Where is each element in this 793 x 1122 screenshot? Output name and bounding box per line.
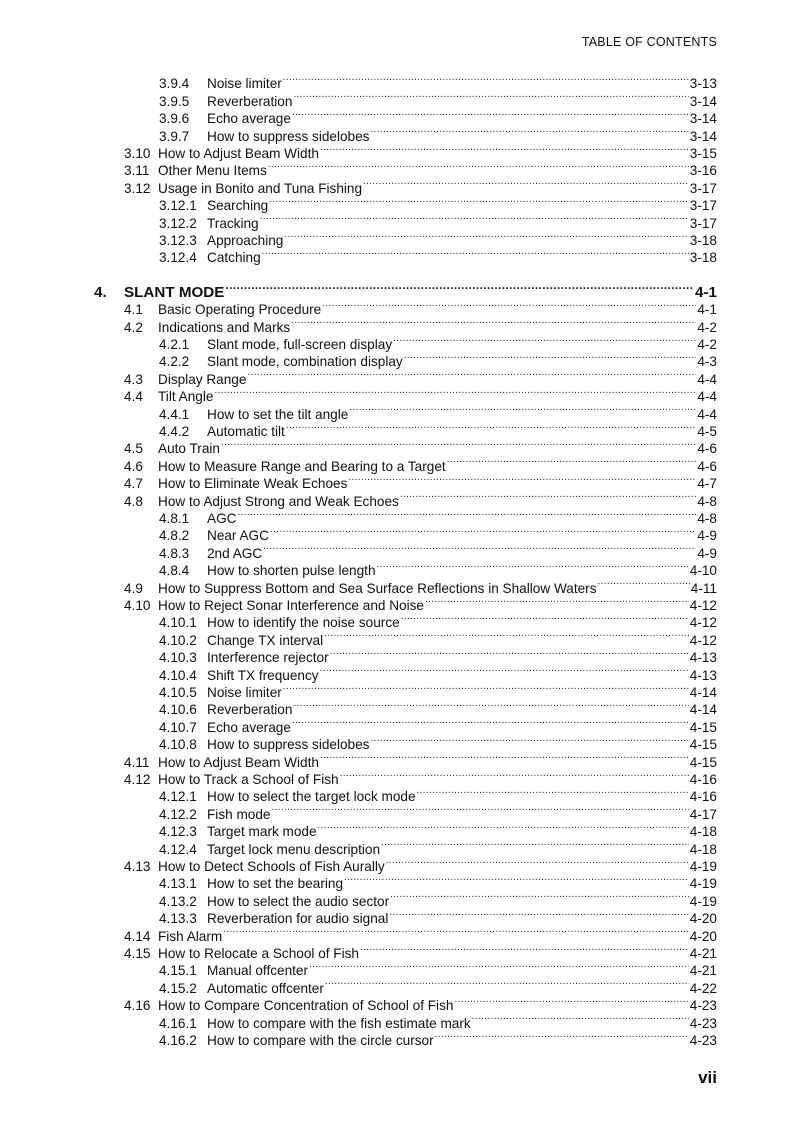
toc-entry-number: 4.2.1	[159, 336, 190, 352]
toc-entry-page: 4-16	[689, 771, 717, 787]
toc-entry[interactable]	[124, 366, 717, 387]
toc-entry-number: 3.9.7	[159, 128, 190, 144]
toc-entry-number: 4.15.2	[159, 980, 197, 996]
dot-leader	[221, 436, 696, 453]
toc-entry-title: How to Adjust Beam Width	[158, 145, 319, 161]
dot-leader	[283, 71, 689, 88]
dot-leader	[223, 923, 689, 940]
toc-entry-number: 3.12	[124, 180, 151, 196]
toc-entry-title: How to shorten pulse length	[207, 563, 376, 579]
toc-entry-page: 4-14	[689, 684, 717, 700]
toc-entry-number: 3.10	[124, 145, 151, 161]
dot-leader	[320, 662, 689, 679]
toc-entry-title: How to select the audio sector	[207, 893, 390, 909]
dot-leader	[325, 975, 689, 992]
toc-entry-title: How to Reject Sonar Interference and Noise	[158, 597, 424, 613]
toc-entry[interactable]	[124, 767, 717, 787]
toc-entry-title: How to set the tilt angle	[207, 406, 349, 422]
dot-leader	[320, 749, 689, 766]
toc-entry-page: 4-14	[689, 702, 717, 718]
toc-entry-page: 4-23	[689, 1015, 717, 1031]
toc-entry-title: Catching	[207, 250, 261, 266]
dot-leader	[284, 228, 688, 245]
toc-entry-title: Display Range	[158, 371, 247, 387]
toc-entry-title: How to compare with the circle cursor	[207, 1032, 434, 1048]
toc-entry[interactable]	[159, 958, 717, 979]
toc-entry-number: 4.2.2	[159, 354, 190, 370]
toc-entry-title: Tracking	[207, 215, 259, 231]
page-number: vii	[698, 1068, 717, 1087]
toc-entry-number: 4.10.6	[159, 702, 197, 718]
toc-entry-number: 4.10.5	[159, 684, 197, 700]
toc-entry-number: 4.10.3	[159, 650, 197, 666]
toc-entry-page: 4-19	[689, 893, 717, 909]
toc-entry-number: 4.12	[124, 771, 151, 787]
dot-leader	[348, 471, 696, 488]
toc-entry-page: 4-20	[689, 911, 717, 927]
toc-entry-title: Indications and Marks	[158, 319, 291, 335]
toc-entry-page: 4-9	[697, 528, 717, 544]
dot-leader	[283, 680, 689, 697]
toc-entry-number: 4.12.1	[159, 789, 197, 805]
toc-entry[interactable]	[124, 175, 717, 196]
toc-entry-page: 4-15	[689, 719, 717, 735]
toc-entry[interactable]	[124, 941, 717, 961]
toc-entry-number: 4.10.8	[159, 737, 197, 753]
dot-leader	[393, 332, 696, 349]
toc-entry[interactable]	[159, 732, 717, 753]
toc-entry-page: 4-22	[689, 980, 717, 996]
dot-leader	[360, 941, 689, 958]
toc-entry-number: 4.12.2	[159, 806, 197, 822]
toc-entry[interactable]	[159, 680, 717, 700]
toc-entry-page: 4-8	[697, 510, 717, 526]
toc-entry-number: 3.12.3	[159, 232, 197, 248]
toc-entry[interactable]	[159, 697, 717, 718]
toc-entry[interactable]	[159, 645, 717, 666]
toc-entry-title: How to Eliminate Weak Echoes	[158, 476, 348, 492]
toc-entry-title: Manual offcenter	[207, 963, 309, 979]
toc-entry-title: Interference rejector	[207, 650, 329, 666]
dot-leader	[322, 297, 696, 314]
toc-entry-page: 3-14	[689, 111, 717, 127]
dot-leader	[271, 801, 688, 818]
toc-entry-page: 4-15	[689, 737, 717, 753]
toc-entry-page: 3-15	[689, 145, 717, 161]
dot-leader	[404, 349, 697, 366]
dot-leader	[318, 819, 689, 836]
toc-entry-number: 4.8.3	[159, 545, 190, 561]
toc-entry-page: 4-19	[689, 876, 717, 892]
toc-entry-title: How to suppress sidelobes	[207, 737, 370, 753]
dot-leader	[225, 278, 694, 297]
toc-entry-title: Automatic offcenter	[207, 980, 324, 996]
dot-leader	[324, 627, 689, 644]
toc-entry-number: 4.6	[124, 458, 143, 474]
toc-entry-page: 3-13	[689, 76, 717, 92]
toc-entry-number: 4.14	[124, 928, 151, 944]
toc-entry-title: Near AGC	[207, 528, 269, 544]
toc-entry[interactable]	[124, 453, 717, 474]
toc-entry[interactable]	[159, 245, 717, 266]
dot-leader	[340, 767, 689, 784]
toc-entry-page: 3-14	[689, 93, 717, 109]
toc-entry-page: 4-11	[690, 580, 717, 596]
dot-leader	[270, 523, 696, 540]
toc-entry-number: 4.16.1	[159, 1015, 197, 1031]
toc-entry[interactable]	[159, 627, 717, 648]
toc-entry-title: Usage in Bonito and Tuna Fishing	[158, 180, 363, 196]
toc-entry[interactable]	[159, 210, 717, 231]
dot-leader	[400, 488, 697, 505]
toc-entry[interactable]	[159, 419, 717, 439]
toc-entry-number: 4.9	[124, 580, 143, 596]
toc-entry[interactable]	[124, 158, 717, 179]
toc-entry-page: 4-17	[689, 806, 717, 822]
toc-entry[interactable]	[124, 923, 717, 944]
toc-entry-title: How to Compare Concentration of School of Fish	[158, 998, 454, 1014]
toc-entry-number: 4.4	[124, 389, 143, 405]
toc-entry-page: 4-9	[697, 545, 717, 561]
toc-entry-number: 4.12.4	[159, 841, 197, 857]
toc-entry[interactable]	[159, 871, 717, 892]
toc-entry-page: 4-23	[689, 1032, 717, 1048]
toc-entry-page: 4-5	[697, 423, 717, 439]
dot-leader	[263, 540, 696, 557]
toc-entry-number: 4.10.7	[159, 719, 197, 735]
dot-leader	[401, 610, 689, 627]
toc-entry-title: 2nd AGC	[207, 545, 263, 561]
toc-entry[interactable]	[159, 506, 717, 526]
toc-entry-title: Reverberation	[207, 702, 293, 718]
toc-entry[interactable]	[159, 332, 717, 352]
toc-entry-title: Auto Train	[158, 441, 220, 457]
dot-leader	[381, 836, 689, 853]
toc-entry-number: 4.13	[124, 858, 151, 874]
toc-entry[interactable]	[124, 471, 717, 492]
toc-entry-page: 4-1	[695, 284, 717, 302]
dot-leader	[386, 854, 689, 871]
dot-leader	[370, 732, 688, 749]
toc-entry-page: 3-14	[689, 128, 717, 144]
dot-leader	[389, 906, 688, 923]
dot-leader	[344, 871, 689, 888]
toc-entry[interactable]	[124, 436, 717, 457]
toc-entry-page: 3-17	[689, 180, 717, 196]
dot-leader	[370, 123, 688, 140]
toc-entry-number: 4.10	[124, 597, 151, 613]
toc-entry[interactable]	[124, 141, 717, 161]
toc-entry-page: 4-4	[697, 389, 717, 405]
toc-entry-number: 3.9.5	[159, 93, 190, 109]
dot-leader	[417, 784, 689, 801]
toc-entry[interactable]	[159, 906, 717, 927]
toc-entry-title: Target lock menu description	[207, 841, 381, 857]
toc-entry-page: 4-16	[689, 789, 717, 805]
dot-leader	[320, 141, 689, 158]
toc-entry[interactable]	[159, 714, 717, 735]
toc-entry[interactable]	[159, 88, 717, 109]
toc-entry-title: Target mark mode	[207, 824, 317, 840]
toc-entry-title: How to suppress sidelobes	[207, 128, 370, 144]
toc-entry-title: Shift TX frequency	[207, 667, 319, 683]
toc-entry-page: 4-3	[697, 354, 717, 370]
dot-leader	[363, 175, 689, 192]
toc-entry[interactable]	[159, 888, 717, 909]
toc-entry-number: 3.12.1	[159, 198, 197, 214]
toc-entry-number: 4.7	[124, 476, 143, 492]
toc-entry[interactable]	[159, 228, 717, 248]
dot-leader	[293, 697, 688, 714]
toc-entry-title: Slant mode, combination display	[207, 354, 403, 370]
toc-entry[interactable]	[124, 488, 717, 509]
toc-entry-number: 4.10.4	[159, 667, 197, 683]
toc-entry[interactable]	[124, 314, 717, 335]
toc-entry-page: 4-15	[689, 754, 717, 770]
toc-entry-number: 4.10.1	[159, 615, 197, 631]
dot-leader	[286, 419, 697, 436]
dot-leader	[237, 506, 696, 523]
dot-leader	[472, 1010, 689, 1027]
toc-entry[interactable]	[159, 819, 717, 840]
toc-entry-number: 4.5	[124, 441, 143, 457]
dot-leader	[293, 88, 688, 105]
dot-leader	[292, 106, 689, 123]
toc-entry-title: Echo average	[207, 111, 291, 127]
dot-leader	[309, 958, 689, 975]
toc-entry-number: 3.9.6	[159, 111, 190, 127]
toc-entry-title: Noise limiter	[207, 76, 282, 92]
dot-leader	[260, 210, 689, 227]
toc-entry[interactable]	[159, 540, 717, 561]
toc-entry-page: 4-6	[697, 458, 717, 474]
toc-entry-page: 4-13	[689, 650, 717, 666]
toc-entry-page: 4-19	[689, 858, 717, 874]
toc-entry[interactable]	[159, 193, 717, 214]
toc-entry-title: How to select the target lock mode	[207, 789, 416, 805]
toc-entry-title: Noise limiter	[207, 684, 282, 700]
dot-leader	[330, 645, 689, 662]
dot-leader	[262, 245, 689, 262]
dot-leader	[447, 453, 697, 470]
toc-entry[interactable]	[124, 993, 717, 1014]
toc-entry-title: How to set the bearing	[207, 876, 344, 892]
toc-entry-title: Basic Operating Procedure	[158, 302, 322, 318]
toc-entry-title: How to Track a School of Fish	[158, 771, 339, 787]
toc-entry[interactable]	[159, 401, 717, 422]
toc-entry-title: How to compare with the fish estimate mark	[207, 1015, 471, 1031]
toc-entry[interactable]	[159, 610, 717, 631]
dot-leader	[349, 401, 696, 418]
toc-entry-page: 4-10	[689, 563, 717, 579]
toc-entry-number: 4.13.1	[159, 876, 197, 892]
toc-entry-title: How to identify the noise source	[207, 615, 400, 631]
toc-entry[interactable]	[159, 801, 717, 822]
dot-leader	[598, 575, 690, 592]
toc-entry-title: Tilt Angle	[158, 389, 214, 405]
dot-leader	[454, 993, 688, 1010]
toc-entry[interactable]	[124, 749, 717, 770]
toc-entry-number: 4.11	[124, 754, 150, 770]
toc-entry[interactable]	[159, 1010, 717, 1031]
toc-entry-number: 4.2	[124, 319, 143, 335]
toc-entry-title: Approaching	[207, 232, 284, 248]
toc-entry-page: 4-21	[689, 945, 717, 961]
toc-chapter-entry[interactable]	[94, 278, 717, 302]
toc-entry-number: 4.3	[124, 371, 143, 387]
toc-entry-number: 4.8.1	[159, 510, 190, 526]
toc-entry-title: Reverberation	[207, 93, 293, 109]
toc-entry-number: 4.13.3	[159, 911, 197, 927]
toc-entry-page: 3-18	[689, 250, 717, 266]
toc-entry[interactable]	[124, 384, 717, 405]
toc-entry-page: 4-8	[697, 493, 717, 509]
toc-entry-number: 4.8.4	[159, 563, 190, 579]
dot-leader	[247, 366, 696, 383]
dot-leader	[269, 193, 689, 210]
toc-entry[interactable]	[124, 593, 717, 613]
toc-entry[interactable]	[159, 662, 717, 683]
toc-entry[interactable]	[159, 523, 717, 544]
toc-entry-title: How to Adjust Beam Width	[158, 754, 319, 770]
toc-entry-page: 4-20	[689, 928, 717, 944]
toc-entry-page: 4-13	[689, 667, 717, 683]
dot-leader	[377, 558, 689, 575]
toc-entry[interactable]	[159, 836, 717, 857]
toc-entry-title: Fish mode	[207, 806, 271, 822]
toc-entry-page: 3-16	[689, 163, 717, 179]
toc-entry-title: Slant mode, full-screen display	[207, 336, 393, 352]
toc-entry-number: 4.8	[124, 493, 143, 509]
toc-entry-title: Other Menu Items	[158, 163, 267, 179]
toc-entry[interactable]	[159, 106, 717, 127]
toc-entry-title: SLANT MODE	[124, 284, 225, 302]
toc-entry-page: 4-18	[689, 841, 717, 857]
dot-leader	[291, 314, 696, 331]
toc-entry-number: 3.9.4	[159, 76, 190, 92]
toc-entry-page: 4-6	[697, 441, 717, 457]
running-header: TABLE OF CONTENTS	[581, 35, 717, 49]
toc-entry-page: 3-18	[689, 232, 717, 248]
toc-entry[interactable]	[124, 854, 717, 874]
toc-entry-title: Fish Alarm	[158, 928, 223, 944]
toc-entry-title: Automatic tilt	[207, 423, 285, 439]
toc-entry-title: How to Measure Range and Bearing to a Target	[158, 458, 446, 474]
toc-entry-number: 4.4.2	[159, 423, 190, 439]
toc-entry-number: 4.15	[124, 945, 151, 961]
toc-entry-title: How to Adjust Strong and Weak Echoes	[158, 493, 399, 509]
toc-entry-page: 3-17	[689, 215, 717, 231]
toc-entry-number: 3.12.2	[159, 215, 197, 231]
toc-entry-number: 3.11	[124, 163, 150, 179]
dot-leader	[268, 158, 689, 175]
toc-entry-number: 4.15.1	[159, 963, 197, 979]
toc-entry-title: How to Suppress Bottom and Sea Surface Reflections in Shallow Waters	[158, 580, 597, 596]
toc-entry[interactable]	[124, 297, 717, 318]
toc-entry-title: Echo average	[207, 719, 291, 735]
toc-entry-number: 4.10.2	[159, 632, 197, 648]
toc-entry-title: How to Relocate a School of Fish	[158, 945, 359, 961]
toc-entry-number: 4.8.2	[159, 528, 190, 544]
toc-entry[interactable]	[159, 558, 717, 579]
toc-entry-page: 4-21	[689, 963, 717, 979]
dot-leader	[292, 714, 689, 731]
toc-entry[interactable]	[124, 575, 717, 596]
toc-entry-page: 4-12	[689, 597, 717, 613]
toc-entry-number: 4.16.2	[159, 1032, 197, 1048]
dot-leader	[425, 593, 689, 610]
toc-entry-page: 4-23	[689, 998, 717, 1014]
toc-entry-page: 4-2	[697, 319, 717, 335]
dot-leader	[390, 888, 689, 905]
dot-leader	[435, 1028, 689, 1045]
toc-entry-number: 4.1	[124, 302, 143, 318]
toc-entry-number: 3.12.4	[159, 250, 197, 266]
toc-entry-page: 4-12	[689, 632, 717, 648]
dot-leader	[214, 384, 696, 401]
toc-entry-page: 3-17	[689, 198, 717, 214]
toc-entry-page: 4-1	[697, 302, 717, 318]
toc-entry-title: Change TX interval	[207, 632, 324, 648]
toc-entry-number: 4.12.3	[159, 824, 197, 840]
toc-entry-number: 4.13.2	[159, 893, 197, 909]
toc-entry[interactable]	[159, 975, 717, 996]
toc-entry[interactable]	[159, 349, 717, 370]
toc-entry-page: 4-12	[689, 615, 717, 631]
toc-entry-title: How to Detect Schools of Fish Aurally	[158, 858, 385, 874]
toc-entry[interactable]	[159, 71, 717, 92]
toc-entry-page: 4-4	[697, 406, 717, 422]
toc-entry[interactable]	[159, 123, 717, 144]
toc-entry-number: 4.4.1	[159, 406, 190, 422]
toc-entry-title: Searching	[207, 198, 269, 214]
toc-entry-page: 4-4	[697, 371, 717, 387]
toc-entry[interactable]	[159, 1028, 717, 1048]
toc-entry-number: 4.16	[124, 998, 151, 1014]
toc-entry-page: 4-18	[689, 824, 717, 840]
toc-entry-page: 4-7	[697, 476, 717, 492]
toc-entry-number: 4.	[94, 284, 107, 302]
toc-entry[interactable]	[159, 784, 717, 805]
toc-entry-title: Reverberation for audio signal	[207, 911, 389, 927]
toc-entry-title: AGC	[207, 510, 237, 526]
toc-entry-page: 4-2	[697, 336, 717, 352]
